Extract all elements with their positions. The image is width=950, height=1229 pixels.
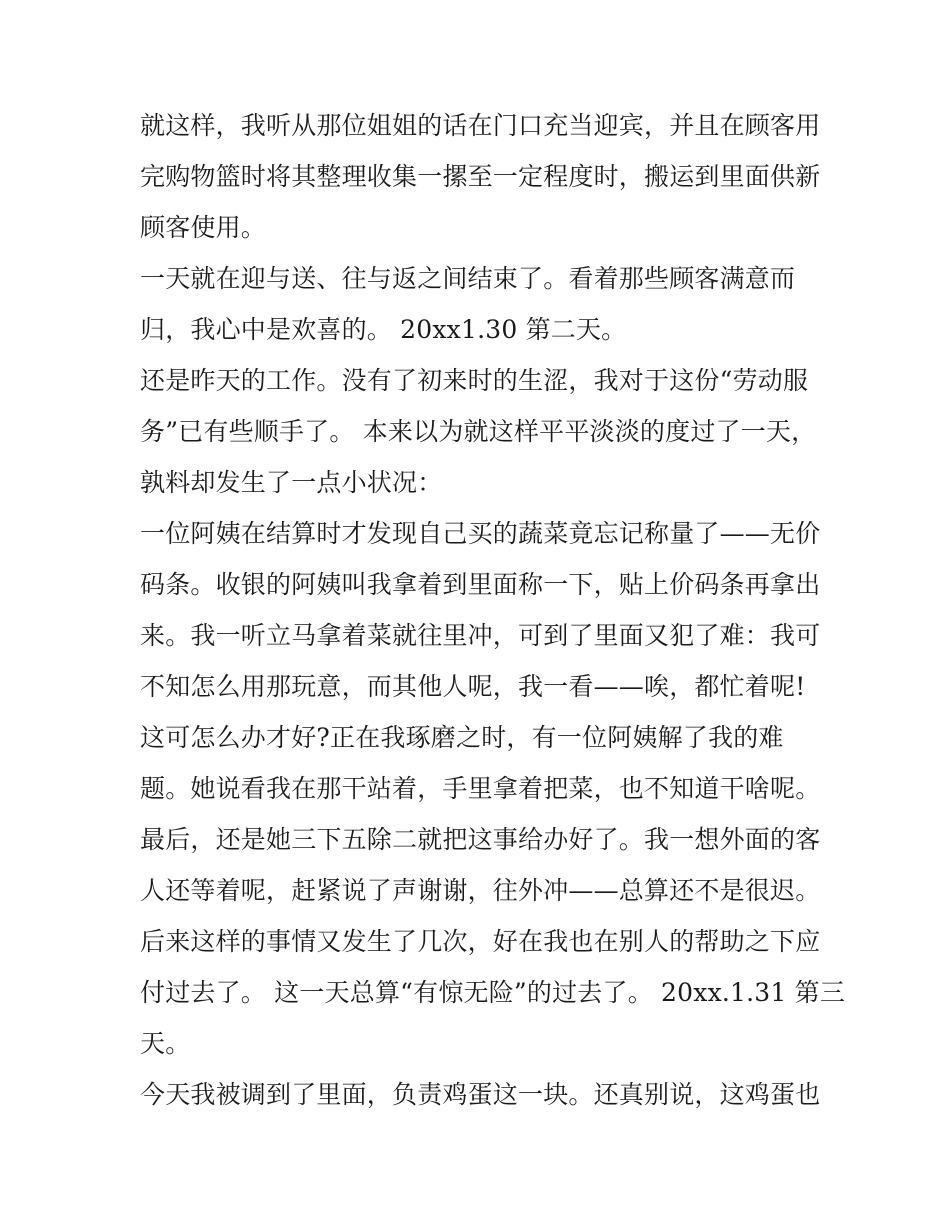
text-line: 人还等着呢，赶紧说了声谢谢，往外冲——总算还不是很迟。 (140, 876, 821, 905)
text-line: 码条。收银的阿姨叫我拿着到里面称一下，贴上价码条再拿出 (140, 570, 821, 599)
text-line: 还是昨天的工作。没有了初来时的生涩，我对于这份“劳动服 (140, 366, 809, 395)
text-line: 这可怎么办才好?正在我琢磨之时，有一位阿姨解了我的难 (140, 723, 784, 752)
text-line: 今天我被调到了里面，负责鸡蛋这一块。还真别说，这鸡蛋也 (140, 1080, 821, 1109)
text-line: 务”已有些顺手了。 本来以为就这样平平淡淡的度过了一天， (140, 417, 817, 446)
text-line: 不知怎么用那玩意，而其他人呢，我一看——唉，都忙着呢! (140, 672, 806, 701)
text-line: 完购物篮时将其整理收集一摞至一定程度时，搬运到里面供新 (140, 162, 821, 191)
text-line: 顾客使用。 (140, 213, 267, 242)
text-line: 一天就在迎与送、往与返之间结束了。看着那些顾客满意而 (140, 264, 796, 293)
text-line: 后来这样的事情又发生了几次，好在我也在别人的帮助之下应 (140, 927, 821, 956)
text-line: 最后，还是她三下五除二就把这事给办好了。我一想外面的客 (140, 825, 821, 854)
document-body (140, 100, 846, 1120)
text-line: 一位阿姨在结算时才发现自己买的蔬菜竟忘记称量了——无价 (140, 519, 821, 548)
text-line: 归，我心中是欢喜的。 20xx1.30 第二天。 (140, 315, 627, 344)
text-line: 天。 (140, 1029, 191, 1058)
text-line: 题。她说看我在那干站着，手里拿着把菜，也不知道干啥呢。 (140, 774, 821, 803)
text-line: 就这样，我听从那位姐姐的话在门口充当迎宾，并且在顾客用 (140, 111, 821, 140)
text-line: 来。我一听立马拿着菜就往里冲，可到了里面又犯了难：我可 (140, 621, 821, 650)
text-line: 孰料却发生了一点小状况： (140, 468, 443, 497)
text-line: 付过去了。 这一天总算“有惊无险”的过去了。 20xx.1.31 第三 (140, 978, 846, 1007)
